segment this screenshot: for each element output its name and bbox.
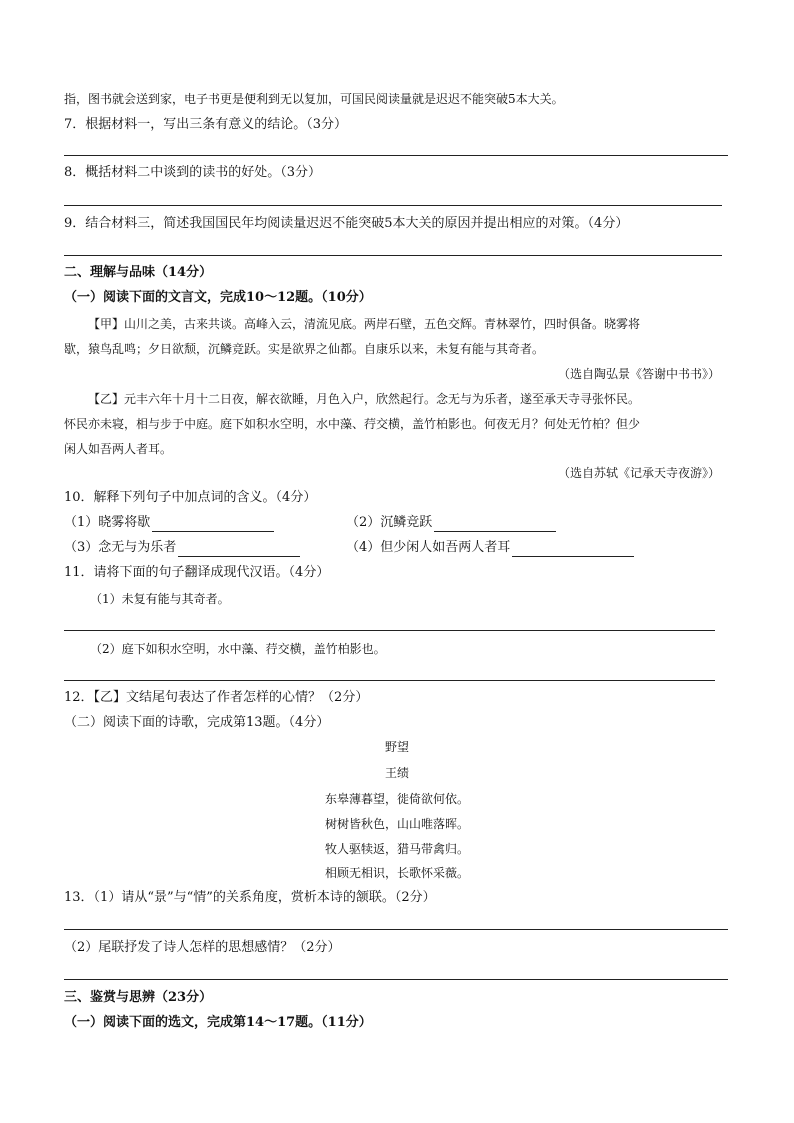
answer-blank-10-4[interactable]	[512, 543, 634, 557]
answer-line-q11-2[interactable]	[64, 680, 715, 681]
question-10-item-2: （2）沉鳞竞跃	[346, 514, 556, 532]
poem-line-2: 树树皆秋色，山山唯落晖。	[324, 817, 469, 831]
question-10-item-3: （3）念无与为乐者	[64, 539, 300, 557]
answer-line-q8[interactable]	[64, 205, 722, 206]
passage-yi-line-2: 怀民亦未寝，相与步于中庭。庭下如积水空明，水中藻、荇交横，盖竹柏影也。何夜无月？何处无竹柏？但少	[64, 417, 641, 431]
passage-yi-source: （选自苏轼《记承天寺夜游》）	[557, 466, 720, 480]
subsection-2-heading: （二）阅读下面的诗歌，完成第13题。（4分）	[64, 715, 330, 730]
section-3-heading: 三、鉴赏与思辨（23分）	[64, 990, 213, 1005]
question-12: 12．【乙】文结尾句表达了作者怎样的心情？（2分）	[64, 690, 369, 705]
answer-blank-10-1[interactable]	[152, 518, 274, 532]
question-11-item-2: （2）庭下如积水空明，水中藻、荇交横，盖竹柏影也。	[90, 642, 386, 656]
answer-blank-10-2[interactable]	[434, 518, 556, 532]
answer-line-q13-2[interactable]	[64, 979, 728, 980]
question-7: 7．根据材料一，写出三条有意义的结论。（3分）	[64, 117, 348, 132]
question-11: 11．请将下面的句子翻译成现代汉语。（4分）	[64, 565, 330, 580]
question-13-part-2: （2）尾联抒发了诗人怎样的思想感情？（2分）	[64, 940, 341, 955]
subsection-1-heading: （一）阅读下面的文言文，完成10～12题。（10分）	[64, 290, 372, 305]
question-11-item-1: （1）未复有能与其奇者。	[90, 592, 230, 606]
poem-title: 野望	[384, 740, 409, 754]
poem-line-1: 东皋薄暮望，徙倚欲何依。	[324, 792, 469, 806]
question-10: 10．解释下列句子中加点词的含义。（4分）	[64, 490, 317, 505]
passage-yi-line-3: 闲人如吾两人者耳。	[64, 442, 173, 456]
subsection-3-heading: （一）阅读下面的选文，完成第14～17题。（11分）	[64, 1015, 372, 1030]
answer-line-q11-1[interactable]	[64, 630, 715, 631]
passage-jia-source: （选自陶弘景《答谢中书书》）	[557, 367, 720, 381]
poem-line-4: 相顾无相识，长歌怀采薇。	[324, 866, 469, 880]
passage-jia-line-1: 【甲】山川之美，古来共谈。高峰入云，清流见底。两岸石壁，五色交辉。青林翠竹，四时俱备。晓雾将	[88, 317, 641, 331]
answer-blank-10-3[interactable]	[178, 543, 300, 557]
question-13-part-1: 13．（1）请从“景”与“情”的关系角度，赏析本诗的颔联。（2分）	[64, 890, 436, 905]
passage-jia-line-2: 歇，猿鸟乱鸣；夕日欲颓，沉鳞竞跃。实是欲界之仙都。自康乐以来，未复有能与其奇者。	[64, 342, 545, 356]
question-9: 9．结合材料三，简述我国国民年均阅读量迟迟不能突破5本大关的原因并提出相应的对策。（4分）	[64, 216, 629, 231]
question-8: 8．概括材料二中谈到的读书的好处。（3分）	[64, 165, 322, 180]
poem-line-3: 牧人驱犊返，猎马带禽归。	[324, 842, 469, 856]
question-10-item-1: （1）晓雾将歇	[64, 514, 274, 532]
poem-author: 王绩	[384, 766, 409, 780]
passage-yi-line-1: 【乙】元丰六年十月十二日夜，解衣欲睡，月色入户，欣然起行。念无与为乐者，遂至承天寺寻张怀民。	[88, 392, 641, 406]
answer-line-q9[interactable]	[64, 255, 722, 256]
continued-text: 指，图书就会送到家，电子书更是便利到无以复加，可国民阅读量就是迟迟不能突破5本大关。	[64, 92, 564, 106]
question-10-item-4: （4）但少闲人如吾两人者耳	[346, 539, 634, 557]
answer-line-q13-1[interactable]	[64, 929, 728, 930]
section-2-heading: 二、理解与品味（14分）	[64, 265, 213, 280]
answer-line-q7[interactable]	[64, 155, 728, 156]
